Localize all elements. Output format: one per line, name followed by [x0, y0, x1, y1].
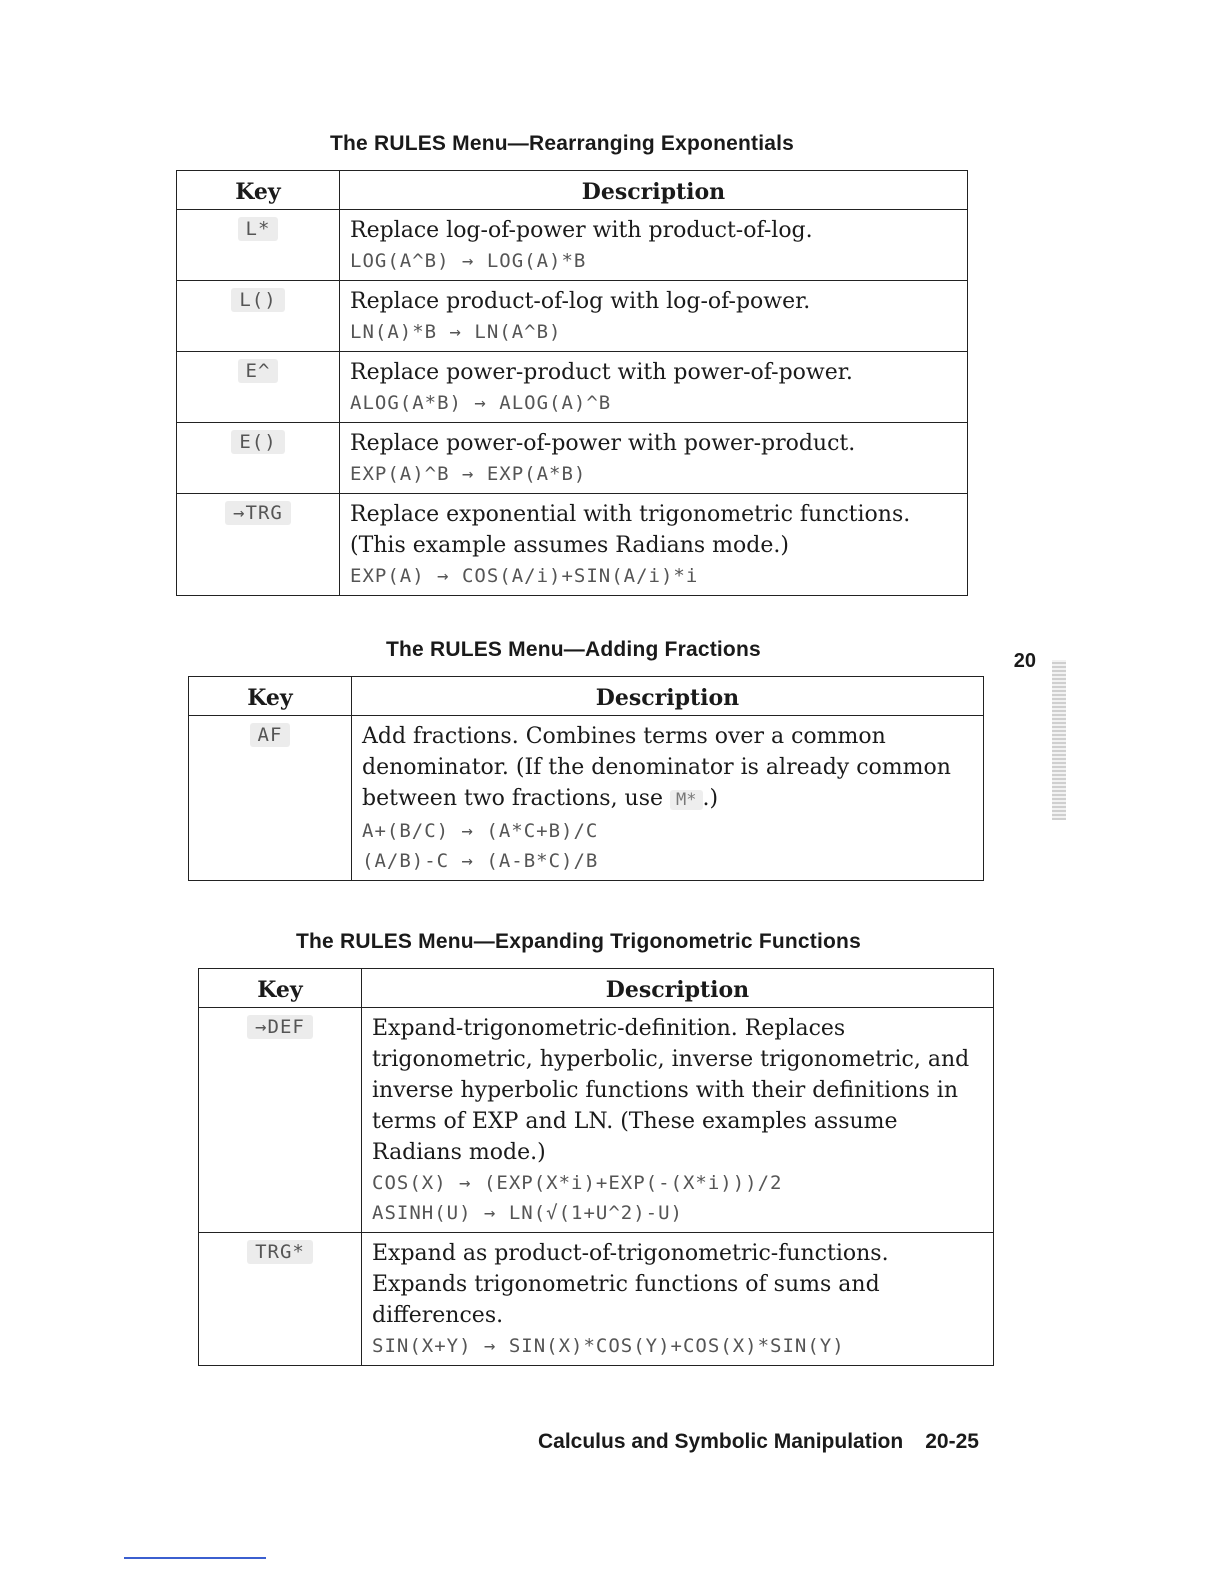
description-line: differences. — [372, 1303, 504, 1328]
table-row — [177, 494, 968, 596]
table-row — [199, 1233, 994, 1366]
key-header: Key — [177, 171, 340, 210]
softkey: L() — [231, 288, 284, 312]
softkey: AF — [250, 723, 291, 747]
example-code: SIN(X+Y) → SIN(X)*COS(Y)+COS(X)*SIN(Y) — [372, 1335, 845, 1357]
softkey: →TRG — [225, 501, 291, 525]
chapter-tab-strip — [1052, 660, 1066, 820]
example-code: LOG(A^B) → LOG(A)*B — [350, 250, 587, 272]
description-line: Expand-trigonometric-definition. Replaces — [372, 1016, 846, 1041]
description-line: (This example assumes Radians mode.) — [350, 533, 789, 558]
description-text: between two fractions, use — [362, 786, 671, 811]
rules-table-fractions — [188, 676, 984, 881]
description-line: Replace log-of-power with product-of-log. — [350, 218, 813, 243]
section-title: The RULES Menu—Rearranging Exponentials — [330, 132, 795, 155]
description-line: Radians mode.) — [372, 1140, 546, 1165]
description-line: Replace product-of-log with log-of-power. — [350, 289, 811, 314]
description-line: Expand as product-of-trigonometric-functions. — [372, 1241, 889, 1266]
description-header: Description — [340, 171, 968, 210]
softkey: L* — [238, 217, 279, 241]
description-header: Description — [352, 677, 984, 716]
key-header: Key — [189, 677, 352, 716]
table-row — [177, 210, 968, 281]
description-line: Replace power-of-power with power-product. — [350, 431, 856, 456]
description-header: Description — [362, 969, 994, 1008]
description-line: Add fractions. Combines terms over a common — [362, 724, 886, 749]
softkey: E() — [231, 430, 284, 454]
table-row — [177, 423, 968, 494]
page-number: 20-25 — [925, 1430, 979, 1453]
example-code: ALOG(A*B) → ALOG(A)^B — [350, 392, 612, 414]
table-row — [177, 352, 968, 423]
rules-table-trig — [198, 968, 994, 1366]
rules-table-exponentials — [176, 170, 968, 596]
example-code: EXP(A)^B → EXP(A*B) — [350, 463, 587, 485]
description-line: terms of EXP and LN. (These examples assume — [372, 1109, 898, 1134]
table-row — [199, 1008, 994, 1233]
description-line: Expands trigonometric functions of sums and — [372, 1272, 880, 1297]
softkey: →DEF — [247, 1015, 313, 1039]
softkey: TRG* — [247, 1240, 313, 1264]
description-line — [362, 783, 973, 816]
description-line: Replace exponential with trigonometric functions. — [350, 502, 911, 527]
table-row — [189, 716, 984, 881]
description-line: inverse hyperbolic functions with their definitions in — [372, 1078, 958, 1103]
key-header: Key — [199, 969, 362, 1008]
description-line: denominator. (If the denominator is already common — [362, 755, 951, 780]
table-row — [177, 281, 968, 352]
example-code: COS(X) → (EXP(X*i)+EXP(-(X*i)))/2 — [372, 1172, 783, 1194]
description-line: Replace power-product with power-of-power. — [350, 360, 853, 385]
bottom-rule — [124, 1557, 266, 1559]
example-code: (A/B)-C → (A-B*C)/B — [362, 850, 599, 872]
chapter-tab-number: 20 — [1013, 650, 1036, 672]
section-title: The RULES Menu—Expanding Trigonometric Functions — [296, 930, 861, 953]
description-text: .) — [702, 786, 719, 811]
softkey: E^ — [238, 359, 279, 383]
footer-title: Calculus and Symbolic Manipulation — [538, 1430, 904, 1453]
inline-softkey: M* — [670, 790, 702, 810]
example-code: A+(B/C) → (A*C+B)/C — [362, 820, 599, 842]
description-line: trigonometric, hyperbolic, inverse trigonometric, and — [372, 1047, 970, 1072]
page-footer — [538, 1430, 979, 1454]
example-code: ASINH(U) → LN(√(1+U^2)-U) — [372, 1202, 683, 1224]
section-title: The RULES Menu—Adding Fractions — [386, 638, 761, 661]
example-code: LN(A)*B → LN(A^B) — [350, 321, 562, 343]
example-code: EXP(A) → COS(A/i)+SIN(A/i)*i — [350, 565, 699, 587]
